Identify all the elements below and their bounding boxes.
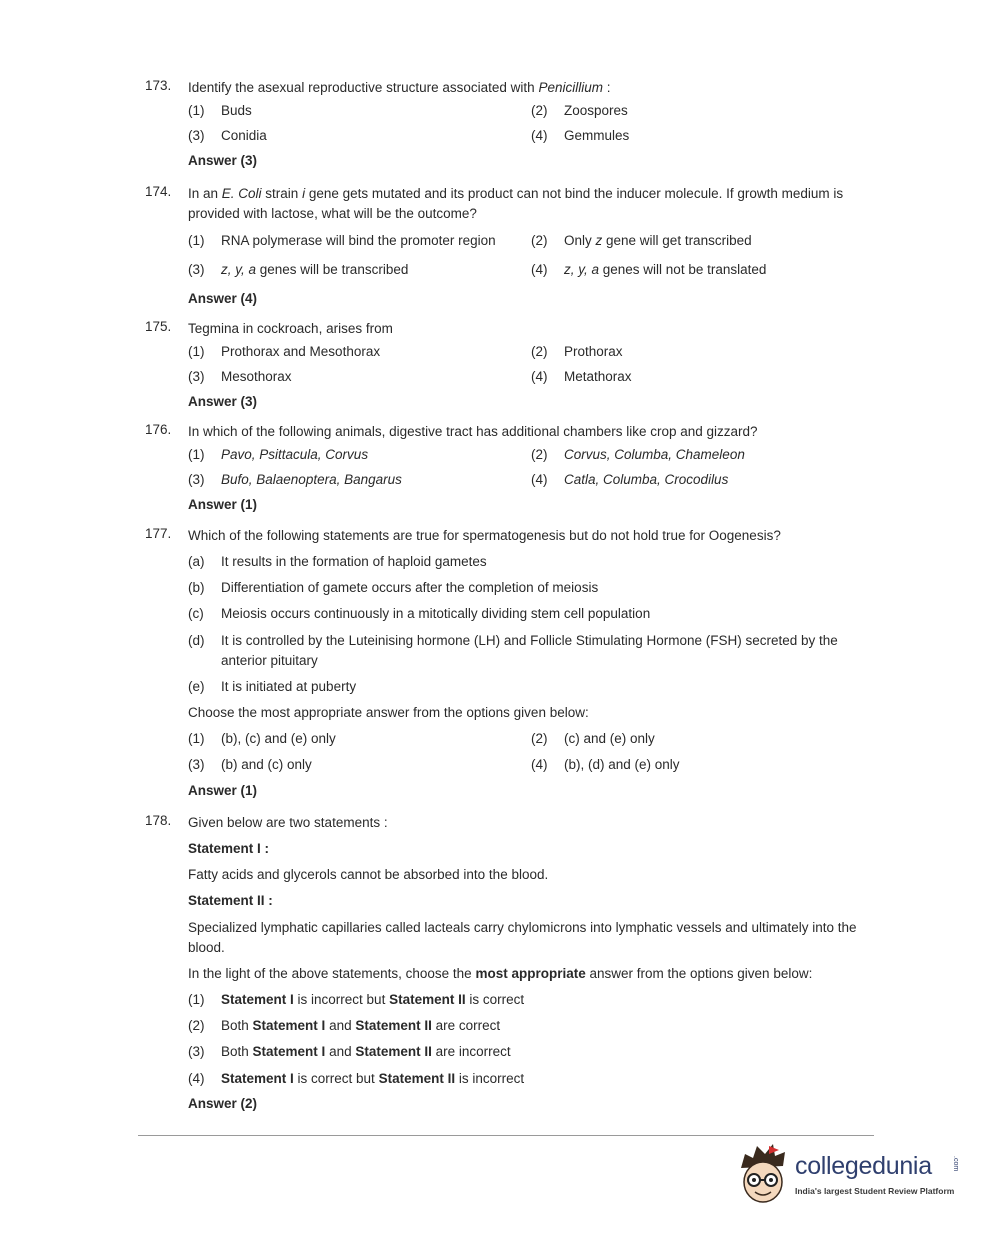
option-3: (3) z, y, a genes will be transcribed: [188, 262, 409, 277]
options-row: [188, 128, 878, 148]
options-row: [188, 233, 878, 253]
option-2: (2) Corvus, Columba, Chameleon: [531, 447, 745, 462]
option-1: (1) (b), (c) and (e) only: [188, 731, 336, 746]
option-4: (4) Statement I is correct but Statement II is incorrect: [188, 1071, 525, 1086]
question-177: [145, 526, 875, 798]
option-1: (1) Buds: [188, 103, 252, 118]
option-1: (1) Pavo, Psittacula, Corvus: [188, 447, 369, 462]
question-text: In which of the following animals, digestive tract has additional chambers like crop and gizzard?: [188, 424, 758, 439]
question-number: 174.: [145, 184, 172, 199]
option-1: (1) Statement I is incorrect but Statement II is correct: [188, 992, 525, 1007]
logo-domain: .com: [952, 1156, 959, 1172]
option-2: (2) (c) and (e) only: [531, 731, 655, 746]
answer: Answer (2): [188, 1096, 258, 1111]
option-3: (3) Bufo, Balaenoptera, Bangarus: [188, 472, 402, 487]
option-4: (4) Gemmules: [531, 128, 630, 143]
question-number: 177.: [145, 526, 172, 541]
mascot-icon: [735, 1140, 793, 1208]
question-175: [145, 319, 875, 409]
question-174: [145, 184, 875, 306]
option-4: (4) Metathorax: [531, 369, 632, 384]
question-text: Which of the following statements are true for spermatogenesis but do not hold true for Oogenesis?: [188, 528, 781, 543]
question-text: Tegmina in cockroach, arises from: [188, 321, 393, 336]
option-2: (2) Only z gene will get transcribed: [531, 233, 752, 248]
statement-e: (e) It is initiated at puberty: [188, 679, 357, 694]
options-row: [188, 344, 878, 364]
question-173: [145, 78, 875, 168]
answer: Answer (1): [188, 497, 258, 512]
options-row: [188, 262, 878, 282]
option-3: (3) Mesothorax: [188, 369, 292, 384]
statement-2-text: Specialized lymphatic capillaries called lacteals carry chylomicrons into lymphatic vessels and ultimately into the blood.: [188, 920, 857, 955]
answer: Answer (3): [188, 153, 258, 168]
options-row: [188, 472, 878, 492]
options-row: [188, 731, 878, 751]
question-prompt: In the light of the above statements, choose the most appropriate answer from the options given below:: [188, 966, 813, 981]
option-2: (2) Both Statement I and Statement II are correct: [188, 1018, 501, 1033]
options-row: [188, 369, 878, 389]
question-prompt: Choose the most appropriate answer from the options given below:: [188, 705, 589, 720]
option-2: (2) Prothorax: [531, 344, 623, 359]
option-4: (4) (b), (d) and (e) only: [531, 757, 680, 772]
options-row: [188, 103, 878, 123]
option-3: (3) Conidia: [188, 128, 267, 143]
option-1: (1) Prothorax and Mesothorax: [188, 344, 381, 359]
option-2: (2) Zoospores: [531, 103, 628, 118]
statement-a: (a) It results in the formation of haploid gametes: [188, 554, 487, 569]
statement-b: (b) Differentiation of gamete occurs after the completion of meiosis: [188, 580, 599, 595]
statement-d: (d) It is controlled by the Luteinising hormone (LH) and Follicle Stimulating Hormone (FSH) secreted by the anterior pituitary: [188, 633, 838, 668]
answer: Answer (1): [188, 783, 258, 798]
footer-divider: [138, 1135, 874, 1136]
question-text: In an E. Coli strain i gene gets mutated and its product can not bind the inducer molecule. If growth medium is provided with lactose, what will be the outcome?: [188, 186, 844, 221]
option-4: (4) z, y, a genes will not be translated: [531, 262, 767, 277]
question-number: 176.: [145, 422, 172, 437]
options-row: [188, 447, 878, 467]
option-4: (4) Catla, Columba, Crocodilus: [531, 472, 729, 487]
statement-2-label: Statement II :: [188, 893, 273, 908]
question-178: [145, 813, 875, 1111]
question-number: 175.: [145, 319, 172, 334]
option-3: (3) Both Statement I and Statement II are incorrect: [188, 1044, 511, 1059]
question-text: Identify the asexual reproductive structure associated with Penicillium :: [188, 80, 611, 95]
question-176: [145, 422, 875, 512]
collegedunia-logo: [735, 1140, 965, 1210]
answer: Answer (4): [188, 291, 258, 306]
statement-1-label: Statement I :: [188, 841, 270, 856]
options-row: [188, 757, 878, 777]
statement-1-text: Fatty acids and glycerols cannot be absorbed into the blood.: [188, 867, 549, 882]
question-text: Given below are two statements :: [188, 815, 388, 830]
logo-tagline: India's largest Student Review Platform: [795, 1186, 955, 1196]
option-3: (3) (b) and (c) only: [188, 757, 312, 772]
option-1: (1) RNA polymerase will bind the promoter region: [188, 233, 496, 248]
answer: Answer (3): [188, 394, 258, 409]
question-number: 178.: [145, 813, 172, 828]
statement-c: (c) Meiosis occurs continuously in a mitotically dividing stem cell population: [188, 606, 651, 621]
logo-wordmark: collegedunia: [795, 1152, 932, 1180]
question-number: 173.: [145, 78, 172, 93]
